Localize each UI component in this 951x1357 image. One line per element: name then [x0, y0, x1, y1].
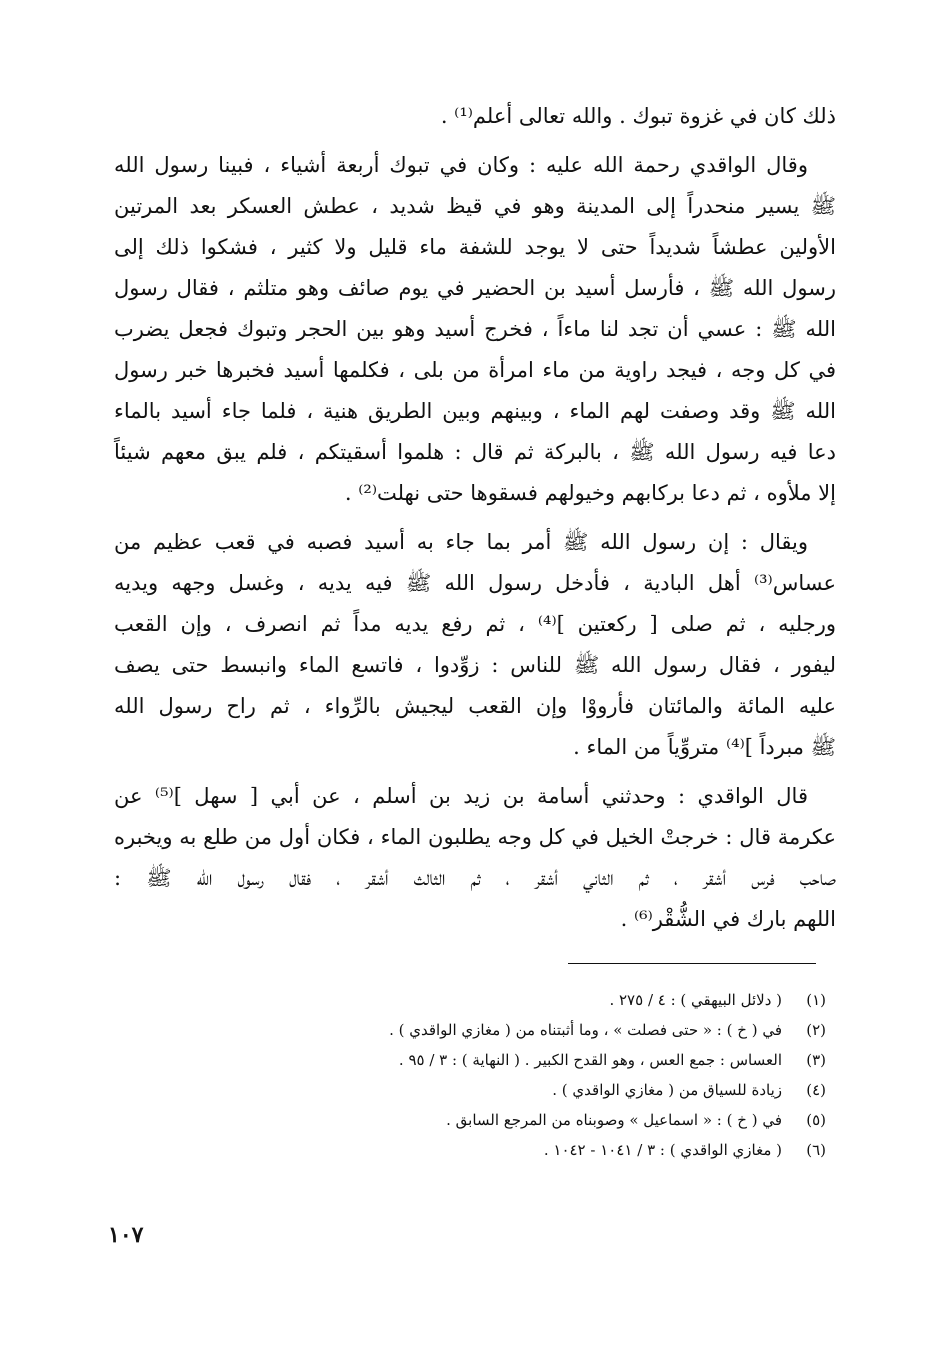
footnote-text: في ( خ ) : « اسماعيل » وصوبناه من المرجع السابق . — [446, 1111, 782, 1129]
paragraph — [114, 522, 836, 768]
footnote-number: (٤) — [806, 1081, 826, 1099]
text-line: ﷺ يسير منحدراً إلى المدينة وهو في قيظ شديد ، عطش العسكر بعد المرتين — [114, 194, 836, 218]
footnote — [126, 1045, 826, 1075]
footnote-number: (٥) — [806, 1111, 826, 1129]
footnote — [126, 1135, 826, 1165]
footnote-text: العساس : جمع العس ، وهو القدح الكبير . ( النهاية ) : ٣ / ٩٥ . — [398, 1051, 782, 1069]
text-line: دعا فيه رسول الله ﷺ ، بالبركة ثم قال : هلموا أسقيتكم ، فلم يبق معهم شيئاً — [114, 440, 836, 464]
text-line: ذلك كان في غزوة تبوك . والله تعالى أعلم⁽¹⁾ . — [440, 104, 836, 128]
text-line: قال الواقدي : وحدثني أسامة بن زيد بن أسلم ، عن أبي [ سهل ]⁽⁵⁾ عن — [114, 784, 808, 808]
footnote-divider — [568, 963, 816, 964]
text-line: الله ﷺ وقد وصفت لهم الماء ، وبينهم وبين الطريق هنية ، فلما جاء أسيد بالماء — [114, 399, 836, 423]
text-line: وقال الواقدي رحمة الله عليه : وكان في تبوك أربعة أشياء ، فبينا رسول الله — [114, 153, 808, 177]
text-line: عليه المائة والمائتان فأرووْا وإن القعب ليجيش بالرِّواء ، ثم راح رسول الله — [114, 694, 836, 718]
text-line: عكرمة قال : خرجتْ الخيل في كل وجه يطلبون الماء ، فكان أول من طلع به ويخبره — [114, 825, 836, 849]
text-line: رسول الله ﷺ ، فأرسل أسيد بن الحضير في يوم صائف وهو متلثم ، فقال رسول — [114, 276, 836, 300]
footnote-text: ( دلائل البيهقي ) : ٤ / ٢٧٥ . — [609, 991, 782, 1009]
footnote-number: (٦) — [806, 1141, 826, 1159]
text-line: في كل وجه ، فيجد راوية من ماء امرأة من بلى ، فكلمها أسيد فخبرها خبر رسول — [114, 358, 836, 382]
page-number: ١٠٧ — [108, 1222, 144, 1248]
text-line: إلا ملأوه ، ثم دعا بركابهم وخيولهم فسقوها حتى نهلت⁽²⁾ . — [344, 481, 836, 505]
footnote — [126, 1075, 826, 1105]
text-line: صاحب فرس أشقر ، ثم الثاني أشقر ، ثم الثالث أشقر ، فقال رسول الله ﷺ : — [114, 866, 836, 890]
footnote-number: (١) — [806, 991, 826, 1009]
footnote — [126, 1105, 826, 1135]
text-line: عساس⁽³⁾ أهل البادية ، فأدخل رسول الله ﷺ فيه يديه ، وغسل وجهه ويديه — [114, 571, 836, 595]
footnote-text: ( مغازي الواقدي ) : ٣ / ١٠٤١ - ١٠٤٢ . — [543, 1141, 782, 1159]
footnote — [126, 1015, 826, 1045]
text-line: ﷺ مبرداً ]⁽⁴⁾ متروِّياً من الماء . — [573, 735, 836, 759]
text-line: ويقال : إن رسول الله ﷺ أمر بما جاء به أسيد فصبه في قعب عظيم من — [114, 530, 808, 554]
footnote-number: (٢) — [806, 1021, 826, 1039]
footnotes — [126, 985, 826, 1165]
footnote-number: (٣) — [806, 1051, 826, 1069]
text-line: الأولين عطشاً شديداً حتى لا يوجد للشفة ماء قليل ولا كثير ، فشكوا ذلك إلى — [114, 235, 836, 259]
footnote — [126, 985, 826, 1015]
main-text — [114, 96, 836, 940]
paragraph — [114, 96, 836, 137]
paragraph — [114, 776, 836, 940]
text-line: اللهم بارك في الشُّقْر⁽⁶⁾ . — [620, 907, 836, 931]
footnote-text: زيادة للسياق من ( مغازي الواقدي ) . — [552, 1081, 782, 1099]
text-line: ورجليه ، ثم صلى [ ركعتين ]⁽⁴⁾ ، ثم رفع يديه مداً ثم انصرف ، وإن القعب — [114, 612, 836, 636]
text-line: الله ﷺ : عسي أن تجد لنا ماءاً ، فخرج أسيد وهو بين الحجر وتبوك فجعل يضرب — [114, 317, 836, 341]
footnote-text: في ( خ ) : « حتى فصلت » ، وما أثبتناه من ( مغازي الواقدي ) . — [389, 1021, 782, 1039]
paragraph — [114, 145, 836, 514]
text-line: ليفور ، فقال رسول الله ﷺ للناس : زوِّدوا ، فاتسع الماء وانبسط حتى يصف — [114, 653, 836, 677]
